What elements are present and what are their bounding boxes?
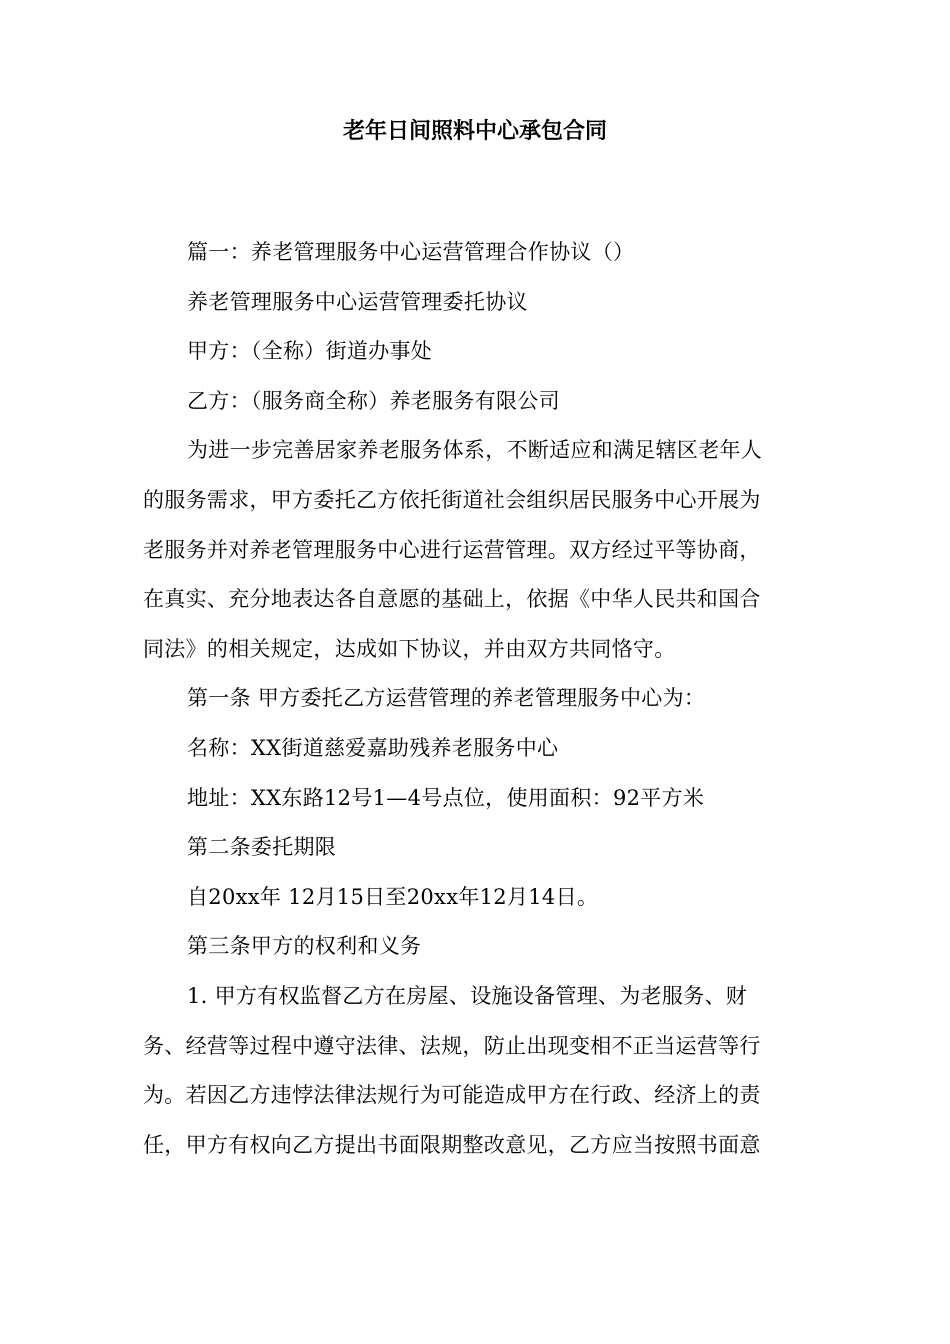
article-two: 第二条委托期限 bbox=[187, 835, 337, 860]
paragraph-line: 为进一步完善居家养老服务体系，不断适应和满足辖区老年人 bbox=[187, 438, 763, 463]
party-a: 甲方：（全称）街道办事处 bbox=[187, 339, 433, 364]
article-three: 第三条甲方的权利和义务 bbox=[187, 934, 422, 959]
agreement-subtitle: 养老管理服务中心运营管理委托协议 bbox=[187, 289, 528, 314]
paragraph-line: 1. 甲方有权监督乙方在房屋、设施设备管理、为老服务、财 bbox=[187, 983, 748, 1008]
paragraph-line: 务、经营等过程中遵守法律、法规，防止出现变相不正当运营等行 bbox=[143, 1033, 761, 1058]
paragraph-line: 为。若因乙方违悖法律法规行为可能造成甲方在行政、经济上的责 bbox=[143, 1083, 761, 1108]
paragraph-line: 同法》的相关规定，达成如下协议，并由双方共同恪守。 bbox=[143, 636, 676, 661]
party-b: 乙方：（服务商全称）养老服务有限公司 bbox=[187, 388, 560, 413]
center-name: 名称：XX街道慈爱嘉助残养老服务中心 bbox=[187, 735, 559, 760]
paragraph-line: 的服务需求，甲方委托乙方依托街道社会组织居民服务中心开展为 bbox=[143, 487, 761, 512]
center-address: 地址：XX东路12号1—4号点位，使用面积：92平方米 bbox=[187, 785, 705, 810]
paragraph-line: 老服务并对养老管理服务中心进行运营管理。双方经过平等协商， bbox=[143, 537, 761, 562]
article-one: 第一条 甲方委托乙方运营管理的养老管理服务中心为： bbox=[187, 686, 706, 711]
document-body bbox=[143, 228, 807, 1170]
paragraph-line: 在真实、充分地表达各自意愿的基础上，依据《中华人民共和国合 bbox=[143, 587, 761, 612]
term-dates: 自20xx年 12月15日至20xx年12月14日。 bbox=[187, 884, 599, 909]
paragraph-line: 任，甲方有权向乙方提出书面限期整改意见，乙方应当按照书面意 bbox=[143, 1132, 761, 1157]
section-heading: 篇一：养老管理服务中心运营管理合作协议（） bbox=[187, 240, 635, 264]
document-title: 老年日间照料中心承包合同 bbox=[342, 119, 607, 144]
